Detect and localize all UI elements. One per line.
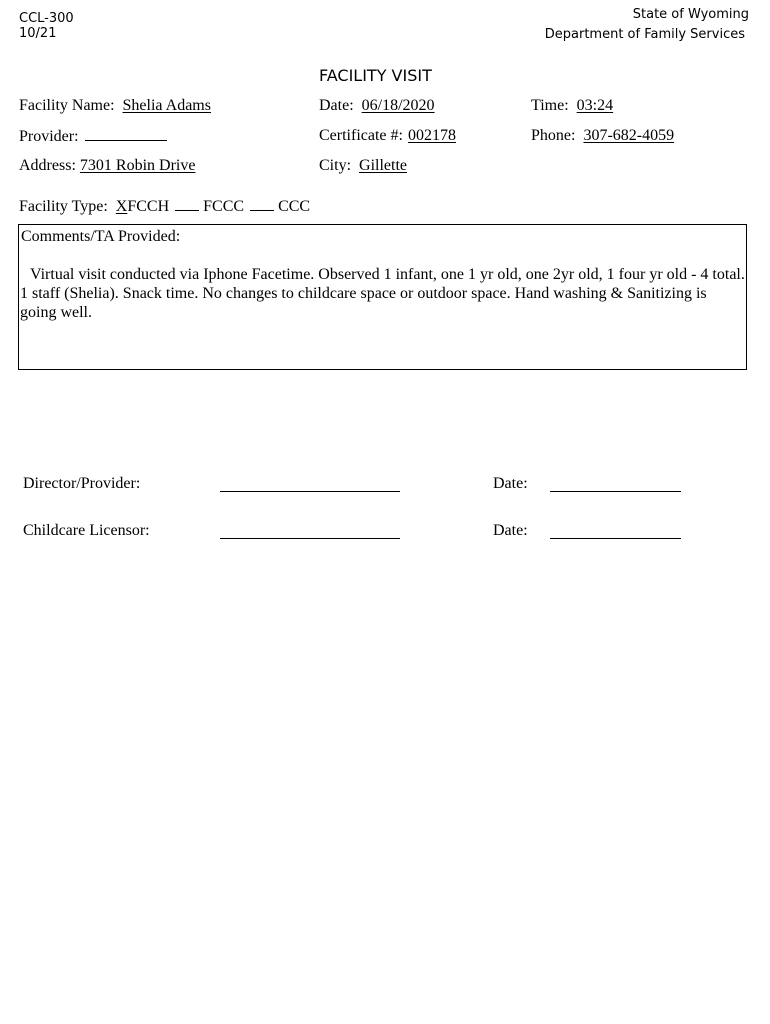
certificate-value: 002178 xyxy=(407,127,456,144)
phone-value: 307-682-4059 xyxy=(583,127,675,144)
certificate-label: Certificate #: xyxy=(319,127,403,144)
director-date-line xyxy=(550,491,681,492)
facility-type-ccc: CCC xyxy=(278,198,311,215)
time-label: Time: xyxy=(531,97,569,114)
address-label: Address: xyxy=(19,157,76,174)
form-revision-date: 10/21 xyxy=(19,26,57,41)
date-row xyxy=(319,96,435,116)
director-provider-label: Director/Provider: xyxy=(23,475,141,492)
form-code: CCL-300 xyxy=(19,11,74,26)
facility-name-row xyxy=(19,96,211,116)
department-name: Department of Family Services xyxy=(544,27,745,42)
facility-type-selected-mark: X xyxy=(115,198,128,215)
facility-type-row xyxy=(19,196,310,217)
page-title: FACILITY VISIT xyxy=(319,66,432,85)
comments-label: Comments/TA Provided: xyxy=(21,228,181,245)
director-signature-line xyxy=(220,491,400,492)
state-name: State of Wyoming xyxy=(632,7,749,22)
facility-type-fccc: FCCC xyxy=(203,198,245,215)
facility-name-value: Shelia Adams xyxy=(122,97,211,114)
licensor-date-label: Date: xyxy=(493,522,528,539)
comments-box xyxy=(18,224,747,370)
facility-type-label: Facility Type: xyxy=(19,198,108,215)
date-label: Date: xyxy=(319,97,354,114)
facility-type-ccc-blank xyxy=(250,196,274,211)
director-date-label: Date: xyxy=(493,475,528,492)
provider-label: Provider: xyxy=(19,128,79,145)
provider-row xyxy=(19,126,167,147)
certificate-row xyxy=(319,126,456,146)
childcare-licensor-label: Childcare Licensor: xyxy=(23,522,150,539)
time-row xyxy=(531,96,613,116)
city-value: Gillette xyxy=(359,157,407,174)
comments-text: Virtual visit conducted via Iphone Facetime. Observed 1 infant, one 1 yr old, one 2yr old, 1 four yr old - 4 total. 1 staff (Shelia). Snack time. No changes to childcare space or outdoor space. Hand washing & Sanitizing is going well. xyxy=(20,266,745,321)
address-row xyxy=(19,156,195,176)
time-value: 03:24 xyxy=(576,97,614,114)
licensor-date-line xyxy=(550,538,681,539)
address-value: 7301 Robin Drive xyxy=(79,157,196,174)
phone-row xyxy=(531,126,674,146)
date-value: 06/18/2020 xyxy=(361,97,435,114)
facility-type-fccc-blank xyxy=(175,196,199,211)
licensor-signature-line xyxy=(220,538,400,539)
facility-type-fcch: FCCH xyxy=(127,198,170,215)
facility-name-label: Facility Name: xyxy=(19,97,115,114)
provider-blank-line xyxy=(85,126,167,141)
city-row xyxy=(319,156,407,176)
city-label: City: xyxy=(319,157,352,174)
phone-label: Phone: xyxy=(531,127,576,144)
